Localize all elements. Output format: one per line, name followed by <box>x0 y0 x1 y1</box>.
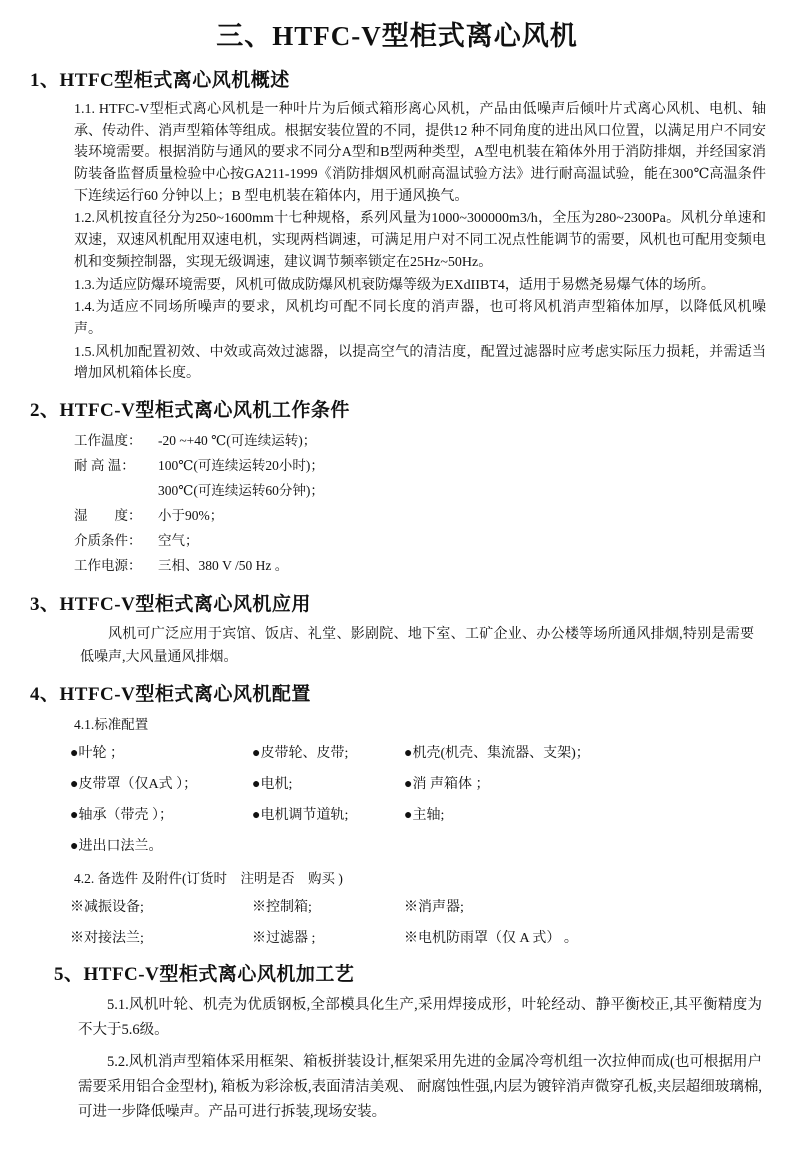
page-title: 三、HTFC-V型柜式离心风机 <box>216 21 578 51</box>
condition-value: 三相、380 V /50 Hz 。 <box>158 557 289 573</box>
condition-row <box>74 504 766 529</box>
subsection-4-2-label: 4.2. 备选件 及附件(订货时 注明是否 购买 ) <box>74 870 343 886</box>
config-item: ●皮带罩（仅A式 ）； <box>70 776 198 792</box>
option-item: ※过滤器 ; <box>252 930 316 946</box>
config-item: ●机壳(机壳、集流器、支架)； <box>404 745 590 761</box>
paragraph-1-2: 1.2.风机按直径分为250~1600mm十七种规格，系列风量为1000~300000m3/h，全压为280~2300Pa。风机分单速和双速，双速风机配用双速电机，实现两档调速，可满足用户对不同工况点性能调节的需要，风机也可配用变频电机和变频控制器，实现无级调速，建议调节频率锁定在25Hz~50Hz。 <box>74 211 766 270</box>
section-2-heading: 2、HTFC-V型柜式离心风机工作条件 <box>30 399 350 421</box>
option-item: ※控制箱; <box>252 899 312 915</box>
config-row <box>70 774 766 795</box>
config-item: ●电机; <box>252 776 293 792</box>
config-item: ●皮带轮、皮带; <box>252 745 349 761</box>
optional-config-list <box>70 897 766 949</box>
config-item: ●轴承（带壳 ）； <box>70 807 173 823</box>
paragraph-1-1: 1.1. HTFC-V型柜式离心风机是一种叶片为后倾式箱形离心风机，产品由低噪声后倾叶片式离心风机、电机、轴承、传动件、消声型箱体等组成。根据安装位置的不同，提供12 种不同角度的进出风口位置，以满足用户不同安装环境需要。根据消防与通风的要求不同分A型和B型两种类型，A型电机装在箱体外用于消防排烟，并经国家消防装备监督质量检验中心按GA211-1999《消防排烟风机耐高温试验方法》进行耐高温试验，能在300℃高温条件下连续运行60 分钟以上；B 型电机装在箱体内，用于通风换气。 <box>74 102 766 204</box>
section-4-heading: 4、HTFC-V型柜式离心风机配置 <box>30 683 311 705</box>
condition-row <box>74 554 766 579</box>
application-paragraph: 风机可广泛应用于宾馆、饭店、礼堂、影剧院、地下室、工矿企业、办公楼等场所通风排烟,特别是需要低噪声,大风量通风排烟。 <box>80 626 754 665</box>
condition-label: 介质条件： <box>74 532 142 548</box>
condition-value: -20 ~+40 ℃(可连续运转)； <box>158 432 317 448</box>
paragraph-1-3: 1.3.为适应防爆环境需要，风机可做成防爆风机衰防爆等级为EXdIIBT4，适用于易燃尧易爆气体的场所。 <box>74 277 715 293</box>
config-row <box>70 805 766 826</box>
option-item: ※减振设备; <box>70 899 144 915</box>
condition-row <box>74 479 766 504</box>
condition-label: 工作电源： <box>74 557 142 573</box>
condition-row <box>74 529 766 554</box>
option-item: ※对接法兰; <box>70 930 144 946</box>
condition-row <box>74 454 766 479</box>
condition-label: 工作温度： <box>74 432 142 448</box>
option-row <box>70 897 766 918</box>
condition-row <box>74 429 766 454</box>
config-item: ●电机调节道轨; <box>252 807 349 823</box>
paragraph-1-5: 1.5.风机加配置初效、中效或高效过滤器，以提高空气的清洁度，配置过滤器时应考虑实际压力损耗，并需适当增加风机箱体长度。 <box>74 344 766 382</box>
config-item: ●消 声箱体 ； <box>404 776 490 792</box>
config-row <box>70 743 766 764</box>
config-item: ●叶轮 ； <box>70 745 124 761</box>
section-1-heading: 1、HTFC型柜式离心风机概述 <box>30 70 290 91</box>
condition-value: 100℃(可连续运转20小时)； <box>158 457 324 473</box>
subsection-4-1-label: 4.1.标准配置 <box>74 716 149 732</box>
option-item: ※消声器; <box>404 899 464 915</box>
paragraph-1-4: 1.4.为适应不同场所噪声的要求，风机均可配不同长度的消声器，也可将风机消声型箱体加厚，以降低风机噪声。 <box>74 300 766 337</box>
condition-value: 空气； <box>158 532 199 548</box>
condition-label: 湿 度： <box>74 507 142 523</box>
condition-label <box>74 479 158 504</box>
config-item: ●主轴; <box>404 807 445 823</box>
section-3-heading: 3、HTFC-V型柜式离心风机应用 <box>30 593 311 615</box>
config-item <box>252 836 400 857</box>
working-conditions-list <box>74 429 766 579</box>
config-item <box>404 836 766 857</box>
config-row <box>70 836 766 857</box>
option-item: ※电机防雨罩（仅 A 式） 。 <box>404 930 578 946</box>
condition-label: 耐 高 温： <box>74 457 135 473</box>
standard-config-list <box>70 743 766 857</box>
section-5-heading: 5、HTFC-V型柜式离心风机加工艺 <box>54 963 355 985</box>
option-row <box>70 928 766 949</box>
condition-value: 300℃(可连续运转60分钟)； <box>158 482 324 498</box>
config-item: ●进出口法兰。 <box>70 838 163 854</box>
paragraph-5-1: 5.1.风机叶轮、机壳为优质钢板,全部模具化生产,采用焊接成形，叶轮经动、静平衡校正,其平衡精度为不大于5.6级。 <box>78 996 762 1039</box>
paragraph-5-2: 5.2.风机消声型箱体采用框架、箱板拼装设计,框架采用先进的金属冷弯机组一次拉伸而成(也可根据用户需要采用铝合金型材), 箱板为彩涂板,表面清洁美观、 耐腐蚀性强,内层为镀锌消声微穿孔板,夹层超细玻璃棉,可进一步降低噪声。产品可进行拆装,现场安装。 <box>78 1053 762 1121</box>
condition-value: 小于90%； <box>158 507 224 523</box>
